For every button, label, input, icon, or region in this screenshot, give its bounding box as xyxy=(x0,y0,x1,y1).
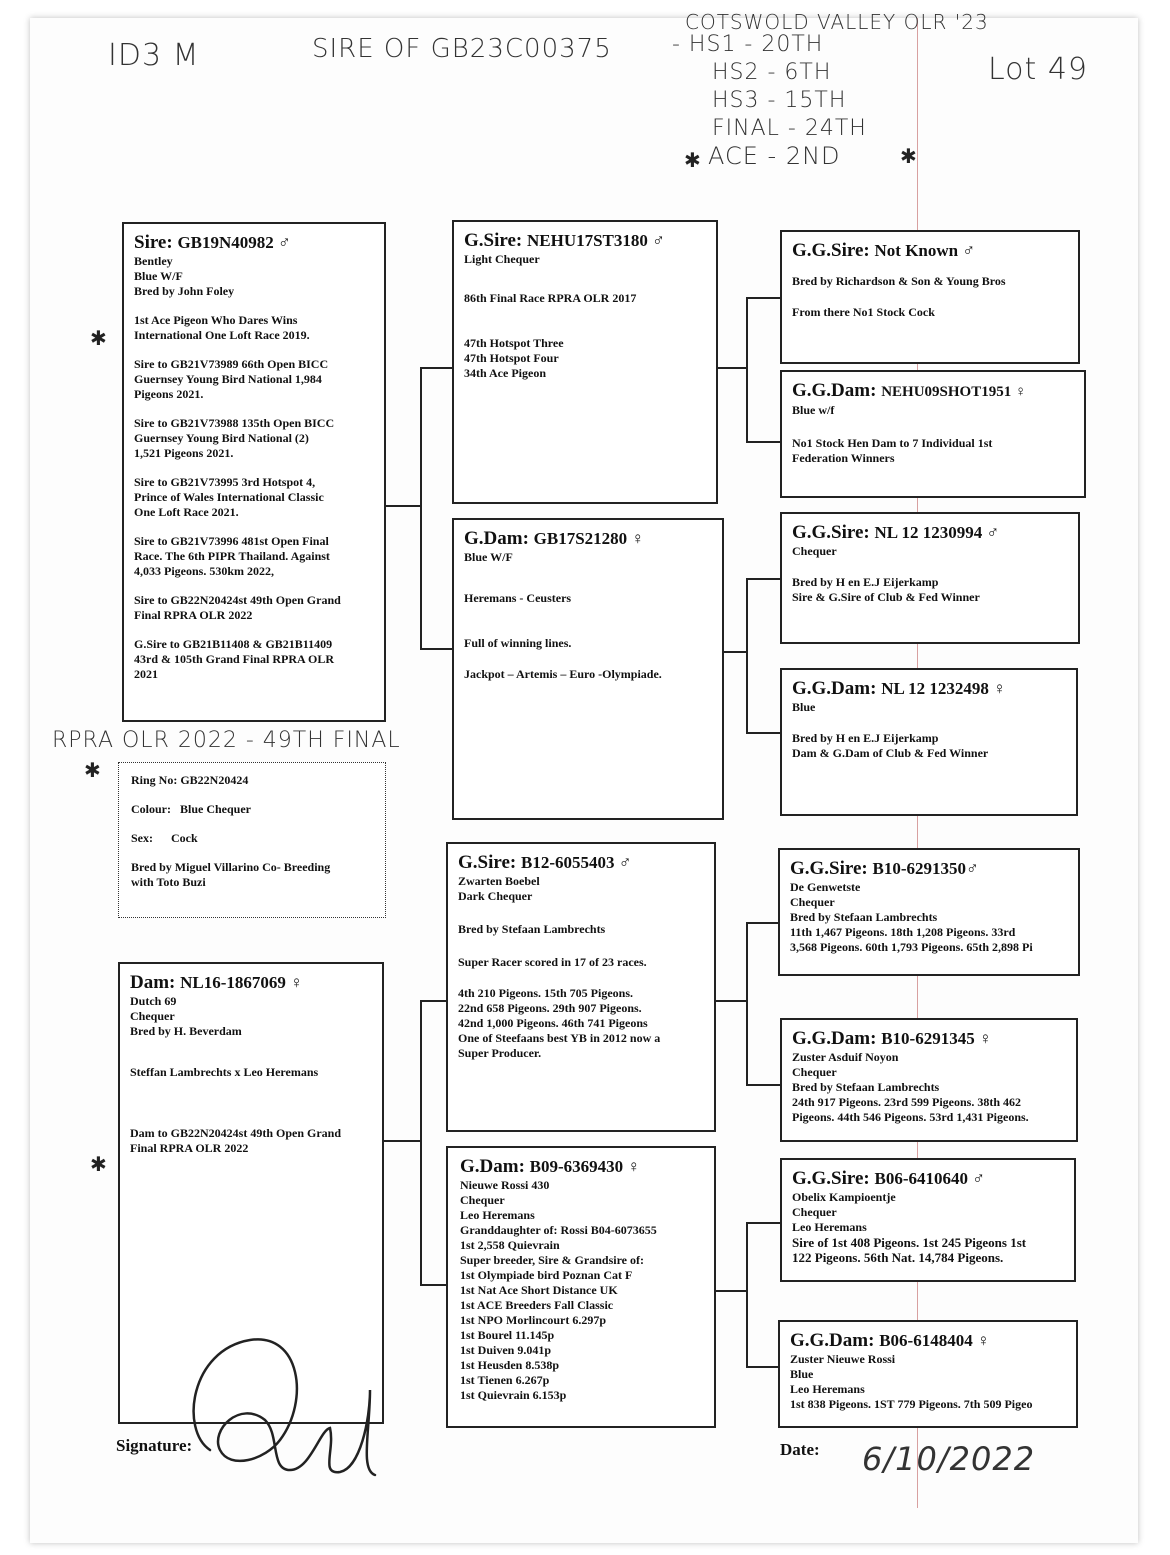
dam-heading: Dam: NL16-1867069 ♀ xyxy=(130,972,303,993)
handwritten-lot: Lot 49 xyxy=(988,52,1089,87)
connector xyxy=(420,1000,422,1286)
gdam-paternal-box: G.Dam: GB17S21280 ♀ Blue W/F Heremans - Ceusters Full of winning lines. Jackpot – Artemis – Euro -Olympiade. xyxy=(452,518,724,820)
handwritten-sire-of: SIRE OF GB23C00375 xyxy=(312,34,612,64)
sire-box xyxy=(122,222,386,722)
handwritten-result-4: FINAL - 24TH xyxy=(712,116,867,141)
gsire-paternal-box: G.Sire: NEHU17ST3180 ♂ Light Chequer 86th Final Race RPRA OLR 2017 47th Hotspot Three 47th Hotspot Four 34th Ace Pigeon xyxy=(452,220,718,504)
subject-ring: GB22N20424 xyxy=(180,773,249,787)
dam-box: Dam: NL16-1867069 ♀ Dutch 69 Chequer Bred by H. Beverdam Steffan Lambrechts x Leo Heremans Dam to GB22N20424st 49th Open Grand Final RPRA OLR 2022 xyxy=(118,962,384,1424)
gg-box-7: G.G.Sire: B06-6410640 ♂ Obelix Kampioentje Chequer Leo Heremans Sire of 1st 408 Pigeons. 1st 245 Pigeons 1st 122 Pigeons. 56th Nat. 14,784 Pigeons. xyxy=(780,1158,1076,1282)
star-icon: ✱ xyxy=(90,1152,107,1176)
connector xyxy=(746,441,780,443)
connector xyxy=(420,367,422,650)
signature-icon xyxy=(170,1310,410,1490)
gg-box-5: G.G.Sire: B10-6291350♂ De Genwetste Chequer Bred by Stefaan Lambrechts 11th 1,467 Pigeons. 18th 1,208 Pigeons. 33rd 3,568 Pigeons. 60th 1,793 Pigeons. 65th 2,898 Pi xyxy=(778,848,1080,976)
connector xyxy=(420,648,452,650)
signature-label: Signature: xyxy=(116,1436,193,1455)
dam-ring: NL16-1867069 ♀ xyxy=(180,973,303,992)
star-icon: ✱ xyxy=(84,758,101,782)
gg-box-1: G.G.Sire: Not Known ♂ Bred by Richardson & Son & Young Bros From there No1 Stock Cock xyxy=(780,230,1080,364)
connector xyxy=(746,1222,748,1368)
gg-box-8: G.G.Dam: B06-6148404 ♀ Zuster Nieuwe Rossi Blue Leo Heremans 1st 838 Pigeons. 1ST 779 Pigeons. 7th 509 Pigeo xyxy=(778,1320,1078,1428)
connector xyxy=(716,1290,748,1292)
connector xyxy=(384,505,422,507)
gdam-paternal-ring: GB17S21280 ♀ xyxy=(533,529,645,548)
connector xyxy=(746,1366,780,1368)
gsire-maternal-ring: B12-6055403 ♂ xyxy=(520,853,632,872)
connector xyxy=(746,578,780,580)
gg-box-6: G.G.Dam: B10-6291345 ♀ Zuster Asduif Noyon Chequer Bred by Stefaan Lambrechts 24th 917 Pigeons. 23rd 599 Pigeons. 38th 462 Pigeons. 44th 546 Pigeons. 53rd 1,431 Pigeons. xyxy=(780,1018,1078,1142)
subject-bred: Bred by Miguel Villarino Co- Breeding with Toto Buzi xyxy=(131,860,331,889)
handwritten-result-3: HS3 - 15TH xyxy=(712,88,847,113)
gsire-maternal-box: G.Sire: B12-6055403 ♂ Zwarten Boebel Dark Chequer Bred by Stefaan Lambrechts Super Racer scored in 17 of 23 races. 4th 210 Pigeons. 15th 705 Pigeons. 22nd 658 Pigeons. 29th 907 Pigeons. 42nd 1,000 Pigeons. 46th 741 Pigeons One of Steefaans best YB in 2012 now a Super Producer. xyxy=(446,842,716,1132)
star-icon: ✱ xyxy=(900,144,917,168)
connector xyxy=(746,297,780,299)
connector xyxy=(724,651,748,653)
star-icon: ✱ xyxy=(684,148,701,172)
connector xyxy=(420,367,452,369)
connector xyxy=(746,1222,780,1224)
connector xyxy=(420,1284,446,1286)
handwritten-result-1: - HS1 - 20TH xyxy=(672,32,824,57)
connector xyxy=(746,297,748,443)
star-icon: ✱ xyxy=(90,326,107,350)
connector xyxy=(746,922,780,924)
gg-box-4: G.G.Dam: NL 12 1232498 ♀ Blue Bred by H en E.J Eijerkamp Dam & G.Dam of Club & Fed Winner xyxy=(780,668,1078,816)
connector xyxy=(420,1000,446,1002)
subject-box: Ring No: GB22N20424 Colour: Blue Chequer Sex: Cock Bred by Miguel Villarino Co- Breeding with Toto Buzi xyxy=(118,762,386,918)
connector xyxy=(718,367,748,369)
subject-colour: Blue Chequer xyxy=(180,802,252,816)
connector xyxy=(384,1140,422,1142)
sire-ring: GB19N40982 ♂ xyxy=(177,233,291,252)
gg-box-2: G.G.Dam: NEHU09SHOT1951 ♀ Blue w/f No1 Stock Hen Dam to 7 Individual 1st Federation Winners xyxy=(780,370,1086,498)
handwritten-date: 6/10/2022 xyxy=(862,1440,1036,1478)
sire-details: Bentley Blue W/F Bred by John Foley 1st Ace Pigeon Who Dares Wins International One Loft Race 2019. Sire to GB21V73989 66th Open BICC Guernsey Young Bird National 1,984 Pigeons 2021. Sire to GB21V73988 135th Open BICC Guernsey Young Bird National (2) 1,521 Pigeons 2021. Sire to GB21V73995 3rd Hotspot 4, Prince of Wales International Classic One Loft Race 2021. Sire to GB21V73996 481st Open Final Race. The 6th PIPR Thailand. Against 4,033 Pigeons. 530km 2022, Sire to GB22N20424st 49th Open Grand Final RPRA OLR 2022 G.Sire to GB21B11408 & GB21B11409 43rd & 105th Grand Final RPRA OLR 2021 xyxy=(134,254,341,681)
gsire-paternal-ring: NEHU17ST3180 ♂ xyxy=(526,231,665,250)
connector xyxy=(746,732,780,734)
connector xyxy=(746,922,748,1086)
handwritten-race-title: COTSWOLD VALLEY OLR '23 xyxy=(685,10,989,34)
subject-sex: Cock xyxy=(171,831,198,845)
connector xyxy=(746,578,748,734)
handwritten-id: ID3 M xyxy=(108,38,200,73)
connector xyxy=(746,1084,780,1086)
date-label: Date: xyxy=(780,1440,820,1459)
handwritten-result-2: HS2 - 6TH xyxy=(712,60,832,85)
gdam-maternal-box: G.Dam: B09-6369430 ♀ Nieuwe Rossi 430 Chequer Leo Heremans Granddaughter of: Rossi B04-6073655 1st 2,558 Quievrain Super breeder, Sire & Grandsire of: 1st Olympiade bird Poznan Cat F 1st Nat Ace Short Distance UK 1st ACE Breeders Fall Classic 1st NPO Morlincourt 6.297p 1st Bourel 11.145p 1st Duiven 9.041p 1st Heusden 8.538p 1st Tienen 6.267p 1st Quievrain 6.153p xyxy=(446,1146,716,1428)
sire-heading: Sire: GB19N40982 ♂ xyxy=(134,232,291,253)
handwritten-result-5: ACE - 2ND xyxy=(708,142,841,170)
connector xyxy=(716,1000,748,1002)
handwritten-rpra-note: RPRA OLR 2022 - 49TH FINAL xyxy=(52,728,401,753)
gg-box-3: G.G.Sire: NL 12 1230994 ♂ Chequer Bred by H en E.J Eijerkamp Sire & G.Sire of Club & Fed Winner xyxy=(780,512,1080,644)
gdam-maternal-ring: B09-6369430 ♀ xyxy=(529,1157,641,1176)
